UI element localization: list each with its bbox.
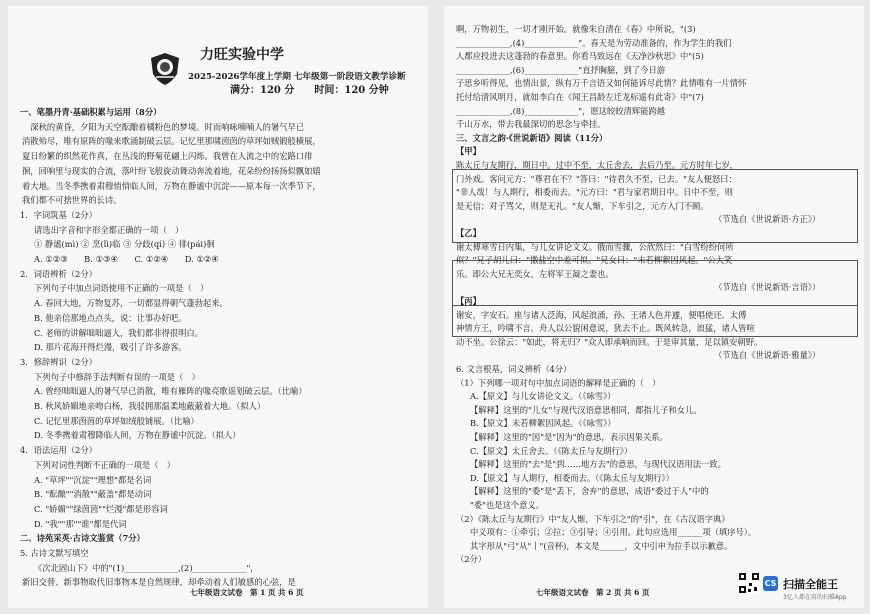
text-line: C.【原文】太丘舍去。（《陈太丘与友期行》） xyxy=(470,445,633,456)
text-line: 神情方王，吟啸不言。舟人以公貌闲意说，犹去不止。既风转急，浪猛，诸人皆喧 xyxy=(456,323,755,334)
text-line: 【甲】 xyxy=(456,146,481,157)
text-line: 请选出字音和字形全都正确的一项（ ） xyxy=(34,224,184,235)
text-line: 乐。即公大兄无奕女，左将军王凝之妻也。 xyxy=(456,268,614,279)
text-line: B.【原文】未若柳絮因风起。（《咏雪》） xyxy=(470,418,616,429)
text-line: 其字形从"弓"从"丨"(音杯)，本文是______，文中引申为拉手以示歉意。 xyxy=(470,540,733,551)
text-line: 子思乡听得见，也情出景，纵有万千言语又如何能诉尽此情？此情唯有一片情怀 xyxy=(456,78,747,89)
score-line: 满分：120 分 时间：120 分钟 xyxy=(230,85,389,96)
exam-title: 2025-2026学年度上学期 七年级第一阶段语文教学诊断 xyxy=(188,72,406,82)
text-line: 二、诗苑采英·古诗文鉴赏（7分） xyxy=(20,533,145,544)
text-line: 千山万水，带去我最深切的思念与牵挂。 xyxy=(456,119,606,130)
text-line: D. "我""那""谁"都是代词 xyxy=(34,518,127,529)
text-line: 徊，回响里与现实的合流，落叶纷飞般旋动舞动奔流着地，花朵纷纷扬扬似飘如嬉 xyxy=(22,165,321,176)
text-line: 《次北固山下》中的"(1)_____________,(2)_____________"， xyxy=(34,562,259,573)
qr-code-icon xyxy=(738,572,760,594)
text-line: C. 老师的讲解咄咄逼人，我们都非得很明白。 xyxy=(34,327,203,338)
text-line: B. "酝酿""消散""蔽盖"都是动词 xyxy=(34,489,152,500)
text-line: 4．语法运用（2分） xyxy=(20,445,97,456)
text-line: （节选自《世说新语·言语》） xyxy=(714,282,821,293)
page-2-footer: 七年级语文试卷 第 2 页 共 6 页 xyxy=(536,588,650,597)
page-1-footer: 七年级语文试卷 第 1 页 共 6 页 xyxy=(190,588,304,597)
text-line: 托付给清风明月，就如李白在《闻王昌龄左迁龙标遥有此寄》中"(7) xyxy=(456,92,704,102)
text-line: 谢安，字安石。座与诸人泛海，风起浪涌，孙、王诸人色并遽，便唱使还。太傅 xyxy=(456,309,747,320)
text-line: 一、笔墨丹青·基础积累与运用（8分） xyxy=(20,107,162,117)
text-line: "非人哉！与人期行，相委而去。"元方曰："君与家君期日中。日中不至，则 xyxy=(456,187,733,198)
text-line: 动不坐。公徐云："如此，将无归？"众人即承响而回。于是审其量，足以镇安朝野。 xyxy=(456,336,763,347)
text-line: 【解释】这里的"因"是"因为"的意思，表示因果关系。 xyxy=(470,432,668,442)
camscanner-logo-icon: CS xyxy=(763,576,778,591)
text-line: 陈太丘与友期行，期日中。过中不至，太丘舍去，去后乃至。元方时年七岁， xyxy=(456,160,739,170)
text-line: 3．修辞辨识（2分） xyxy=(20,356,97,367)
text-line: 啊，万物初生，一切才刚开始。就像朱自清在《春》中所说，"(3) xyxy=(456,24,696,34)
scanner-title: 扫描全能王 xyxy=(783,578,838,591)
text-line: ① 静谧(mì) ② 烹(lì)临 ③ 分歧(qí) ④ 徘(pái)徊 xyxy=(34,239,215,250)
text-line: D.【原文】与人期行，相委而去。（《陈太丘与友期行》） xyxy=(470,472,674,483)
text-line: C. "娇媚""绿茵茵""烂漫"都是形容词 xyxy=(34,503,168,514)
text-line: 我们都不可捨世界的长诗。 xyxy=(22,195,122,206)
text-line: （节选自《世说新语·雅量》） xyxy=(714,350,821,361)
text-line: 【乙】 xyxy=(456,228,481,238)
text-line: 新旧交替、新事物取代旧事物本是自然规律，却牵动着人们敏感的心弦，是 xyxy=(22,577,296,588)
text-line: _____________,(8)_____________"，愿这皎皎清辉能跨越 xyxy=(456,105,666,116)
text-line: 着大地。当冬季携着肃穆悄悄临人间，万物在静谧中沉淀——原本每一次季节下， xyxy=(22,180,321,191)
text-line: 【解释】这里的"去"是"到……地方去"的意思，与现代汉语用法一致。 xyxy=(470,459,726,470)
text-line: （2分） xyxy=(456,554,487,565)
text-line: 下列对词性判断不正确的一项是（ ） xyxy=(34,459,176,470)
text-line: 【解释】这里的"儿女"与现代汉语意思相同，都指儿子和女儿。 xyxy=(470,404,702,415)
text-line: 是无信；对子骂父，则是无礼。"友人惭，下车引之，元方入门不顾。 xyxy=(456,200,709,211)
text-line: 下列句子中加点词语使用不正确的一项是（ ） xyxy=(34,283,209,294)
text-line: B. 秋风娇媚地亲吻白杨，我驳拥那温柔地蔽蔽着大地。（拟人） xyxy=(34,401,266,411)
text-line: D. 冬季携着肃穆降临人间，万物在静谧中沉淀。（拟人） xyxy=(34,430,241,441)
text-line: _____________,(6)_____________"直抒胸臆，到了今日游 xyxy=(456,64,666,75)
text-line: 1．字词筑基（2分） xyxy=(20,209,97,220)
text-line: B. 他亲信那地点点头，说：让事办好吧。 xyxy=(34,312,187,323)
text-line: C. 记忆里那茵茵的草坪如绒般铺展。（比喻） xyxy=(34,415,199,426)
text-line: 深秋的黄昏，夕阳为天空酝酿着橘粉色的梦境。时而响咏喃喃人的暑气早已 xyxy=(22,121,305,132)
text-line: "委"也是这个意义。 xyxy=(470,500,545,510)
text-line: _____________,(4)_____________"。春天是为劳动准备的，作为学生的我们 xyxy=(456,37,732,48)
school-name: 力旺实验中学 xyxy=(200,47,284,63)
text-line: 三、文言之韵·《世说新语》阅读（11分） xyxy=(456,132,608,143)
text-line: 消散殆尽，唯有原阵的喙来歌涌制破云层。记忆里那啸茵茵的草坪如贼锻般横展， xyxy=(22,136,321,147)
text-line: A. 春回大地，万物复苏，一切都显得朝气蓬勃起来。 xyxy=(34,298,228,309)
text-line: （节选自《世说新语·方正》） xyxy=(714,214,821,225)
text-line: 2．词语辨析（2分） xyxy=(20,268,97,279)
text-line: D. 那片花海开得烂漫，吸引了许多游客。 xyxy=(34,342,187,353)
text-line: 【解释】这里的"委"是"丢下，舍弃"的意思，成语"委过于人"中的 xyxy=(470,486,709,497)
school-emblem-icon xyxy=(148,52,182,86)
text-line: 夏日纷繁的织然花作真，在丛浅的野菊花翩上闪烁。我曾在人流之中的宏路口徘 xyxy=(22,151,313,162)
text-line: 人都应投进去这蓬勃的春意里。你看马致远在《天净沙秋思》中"(5) xyxy=(456,51,704,62)
text-line: 【丙】 xyxy=(456,296,481,306)
text-line: （2）《陈太丘与友期行》中"友人惭，下车引之"的"引"，在《古汉语字典》 xyxy=(456,513,730,524)
text-line: 6. 文言根基，词义辨析（4分） xyxy=(456,364,572,374)
exam-page-2 xyxy=(444,6,864,608)
text-line: A.【原文】与儿女讲论文义。（《咏雪》） xyxy=(470,391,616,402)
text-line: 下列句子中修辞手法判断有误的一项是（ ） xyxy=(34,371,200,382)
text-line: 似？"兄子胡儿曰："撒盐空中差可拟。"兄女曰："未若柳絮因风起。"公大笑 xyxy=(456,255,733,266)
text-line: 谢太傅寒雪日内集，与儿女讲论文义。俄而雪骤，公欣然曰："白雪纷纷何所 xyxy=(456,241,734,252)
text-line: A. ①②③ B. ①③④ C. ①②④ D. ①②④ xyxy=(34,254,219,264)
scanner-subtitle: 3亿人都在用的扫描App xyxy=(783,594,847,601)
text-line: 5. 古诗文默写填空 xyxy=(20,548,89,558)
text-line: 中义项有：①牵引；②拉；③引导；④引用。此句应选用______项（填序号）。 xyxy=(470,527,757,538)
text-line: 门外戏。客问元方："尊君在不？"答曰："待君久不至，已去。"友人便怒曰： xyxy=(456,173,737,184)
text-line: A. 曾经咄咄逼人的暑气早已消散，唯有雁阵的喙亮歌谣划破云层。（比喻） xyxy=(34,386,307,397)
exam-page-1 xyxy=(8,6,428,608)
text-line: A. "草坪""沉淀""理想"都是名词 xyxy=(34,474,152,485)
text-line: （1）下列哪一项对句中加点词语的解释是正确的（ ） xyxy=(456,377,661,388)
